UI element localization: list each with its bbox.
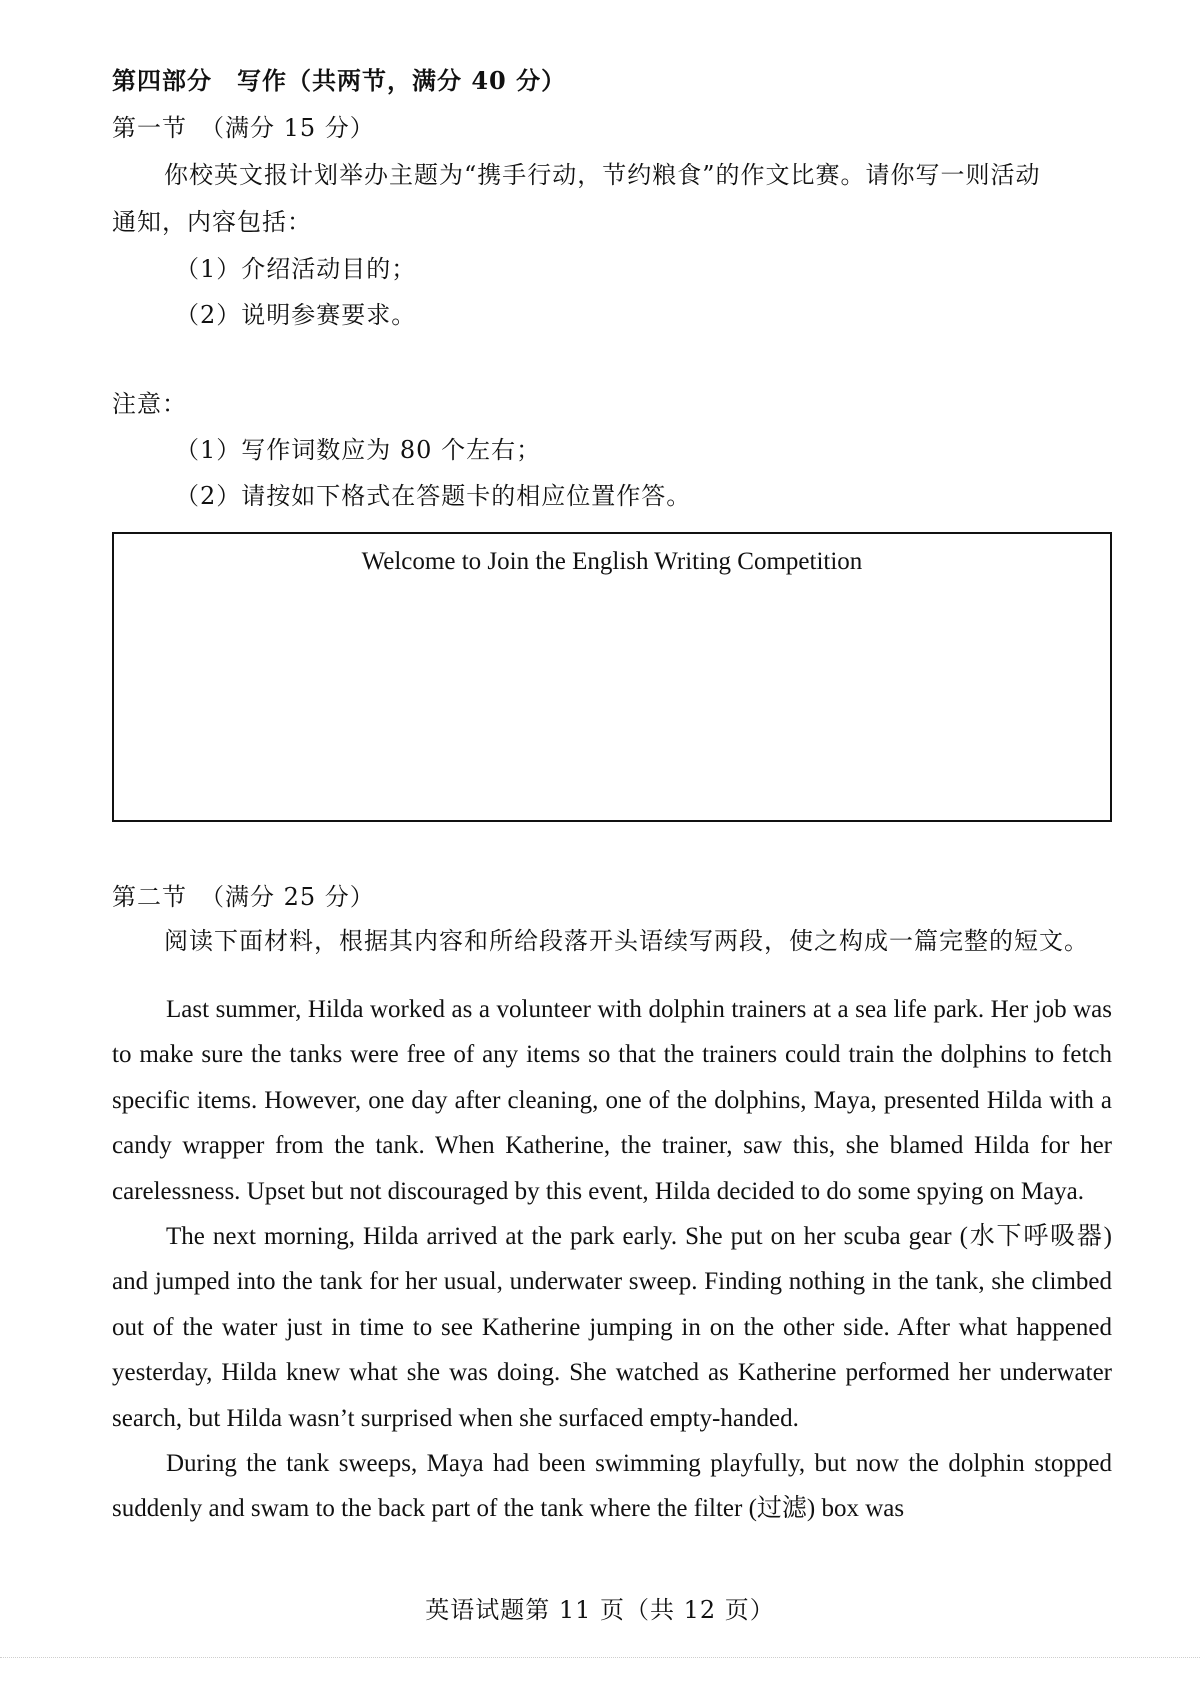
note-item-1: （1）写作词数应为 80 个左右；: [175, 436, 542, 464]
page-footer: 英语试题第 11 页（共 12 页）: [425, 1596, 775, 1624]
note-label: 注意：: [112, 390, 187, 418]
passage-paragraph: Last summer, Hilda worked as a volunteer with dolphin trainers at a sea life park. Her job was to make sure the tanks were free of any items so that the trainers could train the dolphins to fetch specific items. However, one day after cleaning, one of the dolphins, Maya, presented Hilda with a candy wrapper from the tank. When Katherine, the trainer, saw this, she blamed Hilda for her carelessness. Upset but not discouraged by this event, Hilda decided to do some spying on Maya.: [112, 996, 1112, 1205]
requirement-item-1: （1）介绍活动目的；: [175, 255, 417, 283]
note-item-2: （2）请按如下格式在答题卡的相应位置作答。: [175, 482, 692, 510]
answer-format-box: [112, 532, 1112, 822]
section1-intro-line2: 通知，内容包括：: [112, 208, 312, 236]
passage-paragraph: The next morning, Hilda arrived at the park early. She put on her scuba gear (水下呼吸器) and jumped into the tank for her usual, underwater sweep. Finding nothing in the tank, she climbed out of the water just in time to see Katherine jumping in on the other side. After what happened yesterday, Hilda knew what she was doing. She watched as Katherine performed her underwater search, but Hilda wasn’t surprised when she surfaced empty-handed.: [112, 1223, 1112, 1432]
part-heading: 第四部分 写作（共两节，满分 40 分）: [112, 66, 567, 95]
passage-paragraph: During the tank sweeps, Maya had been swimming playfully, but now the dolphin stopped suddenly and swam to the back part of the tank where the filter (过滤) box was: [112, 1450, 1112, 1523]
requirement-item-2: （2）说明参赛要求。: [175, 301, 417, 329]
section2-instruction: 阅读下面材料，根据其内容和所给段落开头语续写两段，使之构成一篇完整的短文。: [164, 927, 1089, 955]
reading-passage: [112, 987, 1112, 1532]
answer-box-title: Welcome to Join the English Writing Competition: [361, 548, 863, 575]
bottom-divider: [0, 1657, 1200, 1658]
section1-heading: 第一节 （满分 15 分）: [112, 114, 375, 142]
section1-intro-line1: 你校英文报计划举办主题为“携手行动，节约粮食”的作文比赛。请你写一则活动: [164, 161, 1041, 189]
section2-heading: 第二节 （满分 25 分）: [112, 883, 375, 911]
